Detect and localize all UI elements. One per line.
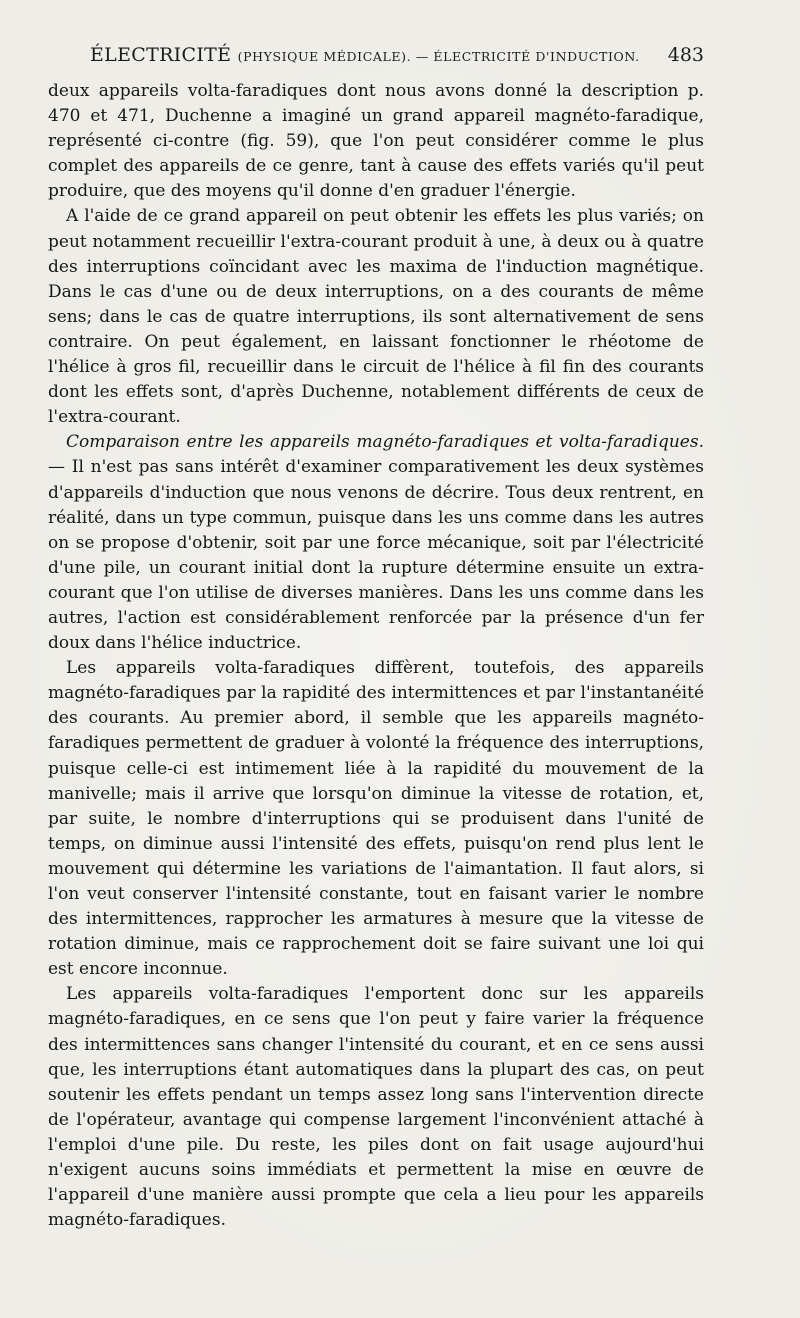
paragraph-3 bbox=[48, 430, 704, 656]
paragraph-3-text: — Il n'est pas sans intérêt d'examiner comparativement les deux systèmes d'appareils d'induction que nous venons de décrire. Tous deux rentrent, en réalité, dans un type commun, puisque dans les uns comme dans les autres on se propose d'obtenir, soit par une force mécanique, soit par l'électricité d'une pile, un courant initial dont la rupture détermine ensuite un extra-courant que l'on utilise de diverses manières. Dans les uns comme dans les autres, l'action est considérablement renforcée par la présence d'un fer doux dans l'hélice inductrice. bbox=[48, 457, 704, 654]
paragraph-2-text: A l'aide de ce grand appareil on peut obtenir les effets les plus variés; on peut notamment recueillir l'extra-courant produit à une, à deux ou à quatre des interruptions coïncidant avec les maxima de l'induction magnétique. Dans le cas d'une ou de deux interruptions, on a des courants de même sens; dans le cas de quatre interruptions, ils sont alternativement de sens contraire. On peut également, en laissant fonctionner le rhéotome de l'hélice à gros fil, recueillir dans le circuit de l'hélice à fil fin des courants dont les effets sont, d'après Duchenne, notablement différents de ceux de l'extra-courant. bbox=[48, 206, 704, 428]
running-head-title-main: ÉLECTRICITÉ bbox=[90, 44, 232, 66]
running-head-title bbox=[90, 44, 640, 66]
page-number: 483 bbox=[667, 44, 704, 66]
paragraph-4-text: Les appareils volta-faradiques diffèrent, toutefois, des appareils magnéto-faradiques par la rapidité des intermittences et par l'instantanéité des courants. Au premier abord, il semble que les appareils magnéto-faradiques permettent de graduer à volonté la fréquence des interruptions, puisque celle-ci est intimement liée à la rapidité du mouvement de la manivelle; mais il arrive que lorsqu'on diminue la vitesse de rotation, et, par suite, le nombre d'interruptions qui se produisent dans l'unité de temps, on diminue aussi l'intensité des effets, puisqu'on rend plus lent le mouvement qui détermine les variations de l'aimantation. Il faut alors, si l'on veut conserver l'intensité constante, tout en faisant varier le nombre des intermittences, rapprocher les armatures à mesure que la vitesse de rotation diminue, mais ce rapprochement doit se faire suivant une loi qui est encore inconnue. bbox=[48, 658, 704, 980]
paragraph-2 bbox=[48, 204, 704, 430]
paragraph-1 bbox=[48, 79, 704, 204]
running-head-title-small: (PHYSIQUE MÉDICALE). — ÉLECTRICITÉ D'INDUCTION. bbox=[237, 49, 640, 64]
body-text bbox=[48, 79, 704, 1233]
paragraph-5-text: Les appareils volta-faradiques l'emportent donc sur les appareils magnéto-faradiques, en ce sens que l'on peut y faire varier la fréquence des intermittences sans changer l'intensité du courant, et en ce sens aussi que, les interruptions étant automatiques dans la plupart des cas, on peut soutenir les effets pendant un temps assez long sans l'intervention directe de l'opérateur, avantage qui compense largement l'inconvénient attaché à l'emploi d'une pile. Du reste, les piles dont on fait usage aujourd'hui n'exigent aucuns soins immédiats et permettent la mise en œuvre de l'appareil d'une manière aussi prompte que cela a lieu pour les appareils magnéto-faradiques. bbox=[48, 984, 704, 1231]
paragraph-4 bbox=[48, 656, 704, 982]
paragraph-1-text: deux appareils volta-faradiques dont nous avons donné la description p. 470 et 471, Duchenne a imaginé un grand appareil magnéto-faradique, représenté ci-contre (fig. 59), que l'on peut considérer comme le plus complet des appareils de ce genre, tant à cause des effets variés qu'il peut produire, que des moyens qu'il donne d'en graduer l'énergie. bbox=[48, 81, 704, 202]
section-heading: Comparaison entre les appareils magnéto-faradiques et volta-faradiques. bbox=[66, 432, 704, 453]
running-head bbox=[48, 44, 704, 74]
paragraph-5 bbox=[48, 982, 704, 1233]
